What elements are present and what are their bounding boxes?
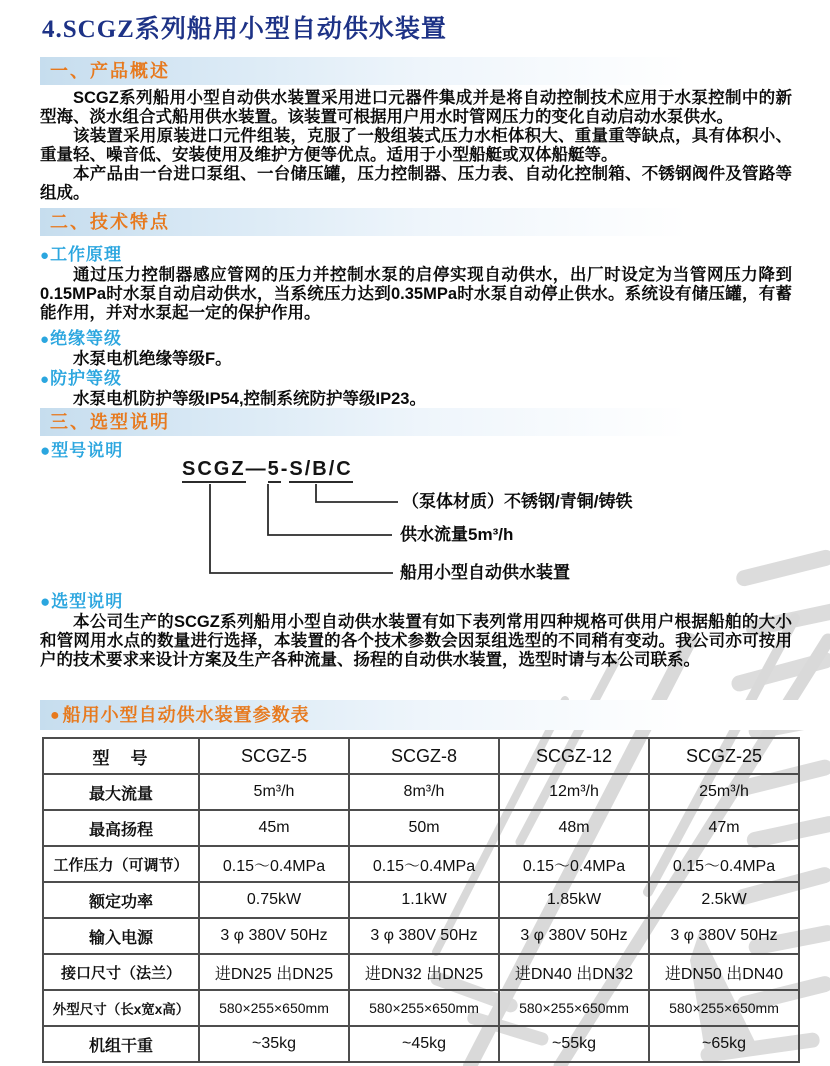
table-cell: ~45kg bbox=[349, 1026, 499, 1062]
table-cell: ~55kg bbox=[499, 1026, 649, 1062]
feature-text: 通过压力控制器感应管网的压力并控制水泵的启停实现自动供水，出厂时设定为当管网压力降到0.15MPa时水泵自动启动供水，当系统压力达到0.35MPa时水泵自动停止供水。系统设有储压罐，有蓄能作用，并对水泵起一定的保护作用。 bbox=[40, 266, 792, 322]
row-label: 接口尺寸（法兰） bbox=[43, 954, 199, 990]
overview-paragraphs bbox=[40, 89, 792, 203]
table-row bbox=[43, 882, 799, 918]
params-table-grid bbox=[42, 737, 800, 1063]
model-code-dash: — bbox=[245, 458, 268, 480]
table-header-cell: SCGZ-8 bbox=[349, 738, 499, 774]
model-code-flow: 5 bbox=[268, 458, 281, 483]
table-row bbox=[43, 990, 799, 1026]
model-code-series: SCGZ bbox=[182, 458, 246, 483]
table-row bbox=[43, 918, 799, 954]
feature-text: 水泵电机绝缘等级F。 bbox=[73, 350, 232, 368]
table-cell: 5m³/h bbox=[199, 774, 349, 810]
table-cell: 进DN32 出DN25 bbox=[349, 954, 499, 990]
section-heading-selection: 三、选型说明 bbox=[40, 408, 830, 436]
table-row bbox=[43, 810, 799, 846]
table-cell: 8m³/h bbox=[349, 774, 499, 810]
params-table-heading-text: 船用小型自动供水装置参数表 bbox=[62, 705, 310, 725]
selection-note-paragraph: 本公司生产的SCGZ系列船用小型自动供水装置有如下表列常用四种规格可供用户根据船舶的大小和管网用水点的数量进行选择，本装置的各个技术参数会因泵组选型的不同稍有变动。我公司亦可按用户的技术要求来设计方案及生产各种流量、扬程的自动供水装置，选型时请与本公司联系。 bbox=[40, 613, 792, 669]
table-header-cell: 型 号 bbox=[43, 738, 199, 774]
overview-paragraph: SCGZ系列船用小型自动供水装置采用进口元器件集成并是将自动控制技术应用于水泵控制中的新型海、淡水组合式船用供水装置。该装置可根据用户用水时管网压力的变化自动启动水泵供水。 bbox=[40, 89, 792, 126]
table-cell: 0.15～0.4MPa bbox=[649, 846, 799, 882]
table-cell: 0.15～0.4MPa bbox=[499, 846, 649, 882]
bullet-icon: ● bbox=[40, 247, 50, 264]
row-label: 外型尺寸（长x宽x高） bbox=[43, 990, 199, 1026]
table-cell: 12m³/h bbox=[499, 774, 649, 810]
row-label: 额定功率 bbox=[43, 882, 199, 918]
table-row bbox=[43, 738, 799, 774]
table-header-cell: SCGZ-25 bbox=[649, 738, 799, 774]
table-cell: ~35kg bbox=[199, 1026, 349, 1062]
row-label: 机组干重 bbox=[43, 1026, 199, 1062]
bullet-icon: ● bbox=[40, 371, 50, 388]
table-cell: 3 φ 380V 50Hz bbox=[649, 918, 799, 954]
table-cell: 0.15～0.4MPa bbox=[199, 846, 349, 882]
page-title: 4.SCGZ系列船用小型自动供水装置 bbox=[42, 16, 447, 43]
table-cell: 580×255×650mm bbox=[649, 990, 799, 1026]
row-label: 最大流量 bbox=[43, 774, 199, 810]
feature-title-protection-class bbox=[40, 369, 792, 390]
feature-title-text: 防护等级 bbox=[50, 369, 123, 388]
overview-paragraph: 该装置采用原装进口元件组装，克服了一般组装式压力水柜体积大、重量重等缺点，具有体积小、重量轻、噪音低、安装使用及维护方便等优点。适用于小型船艇或双体船艇等。 bbox=[40, 127, 792, 164]
table-cell: 50m bbox=[349, 810, 499, 846]
table-row bbox=[43, 1026, 799, 1062]
table-cell: 3 φ 380V 50Hz bbox=[499, 918, 649, 954]
table-cell: 0.15～0.4MPa bbox=[349, 846, 499, 882]
table-header-cell: SCGZ-5 bbox=[199, 738, 349, 774]
features-list bbox=[40, 245, 792, 409]
table-cell: 45m bbox=[199, 810, 349, 846]
overview-paragraph: 本产品由一台进口泵组、一台储压罐，压力控制器、压力表、自动化控制箱、不锈钢阀件及管路等组成。 bbox=[40, 165, 792, 202]
model-code-material: S/B/C bbox=[289, 458, 352, 483]
callout-pump-material: （泵体材质）不锈钢/青铜/铸铁 bbox=[402, 492, 633, 511]
bullet-icon: ● bbox=[40, 592, 52, 611]
model-code-dash: - bbox=[280, 458, 290, 480]
section-heading-overview: 一、产品概述 bbox=[40, 57, 830, 85]
table-cell: 2.5kW bbox=[649, 882, 799, 918]
row-label: 输入电源 bbox=[43, 918, 199, 954]
selection-note-heading bbox=[40, 592, 123, 612]
table-cell: 580×255×650mm bbox=[499, 990, 649, 1026]
model-designation-heading bbox=[40, 441, 123, 461]
table-cell: 580×255×650mm bbox=[349, 990, 499, 1026]
table-cell: 3 φ 380V 50Hz bbox=[199, 918, 349, 954]
table-cell: 47m bbox=[649, 810, 799, 846]
bullet-icon: ● bbox=[40, 441, 52, 460]
table-cell: 580×255×650mm bbox=[199, 990, 349, 1026]
selection-note bbox=[40, 613, 792, 670]
table-cell: 进DN50 出DN40 bbox=[649, 954, 799, 990]
table-cell: ~65kg bbox=[649, 1026, 799, 1062]
row-label: 最高扬程 bbox=[43, 810, 199, 846]
bullet-icon: ● bbox=[50, 707, 61, 724]
params-table bbox=[42, 737, 800, 1063]
params-table-heading bbox=[40, 700, 830, 730]
table-cell: 1.85kW bbox=[499, 882, 649, 918]
section-heading-features: 二、技术特点 bbox=[40, 208, 830, 236]
feature-title-text: 绝缘等级 bbox=[50, 329, 123, 348]
table-cell: 进DN25 出DN25 bbox=[199, 954, 349, 990]
selection-note-heading-text: 选型说明 bbox=[51, 592, 124, 611]
table-cell: 0.75kW bbox=[199, 882, 349, 918]
bullet-icon: ● bbox=[40, 331, 50, 348]
feature-text: 水泵电机防护等级IP54,控制系统防护等级IP23。 bbox=[73, 390, 426, 408]
model-heading-text: 型号说明 bbox=[51, 441, 124, 460]
feature-title-working-principle bbox=[40, 245, 792, 266]
table-cell: 48m bbox=[499, 810, 649, 846]
table-cell: 25m³/h bbox=[649, 774, 799, 810]
table-row bbox=[43, 954, 799, 990]
row-label: 工作压力（可调节） bbox=[43, 846, 199, 882]
table-row bbox=[43, 846, 799, 882]
table-header-cell: SCGZ-12 bbox=[499, 738, 649, 774]
callout-device-name: 船用小型自动供水装置 bbox=[400, 563, 570, 582]
table-row bbox=[43, 774, 799, 810]
table-cell: 3 φ 380V 50Hz bbox=[349, 918, 499, 954]
table-cell: 1.1kW bbox=[349, 882, 499, 918]
table-cell: 进DN40 出DN32 bbox=[499, 954, 649, 990]
feature-title-text: 工作原理 bbox=[50, 245, 123, 264]
callout-flow-rate: 供水流量5m³/h bbox=[400, 525, 514, 544]
feature-title-insulation-class bbox=[40, 329, 792, 350]
